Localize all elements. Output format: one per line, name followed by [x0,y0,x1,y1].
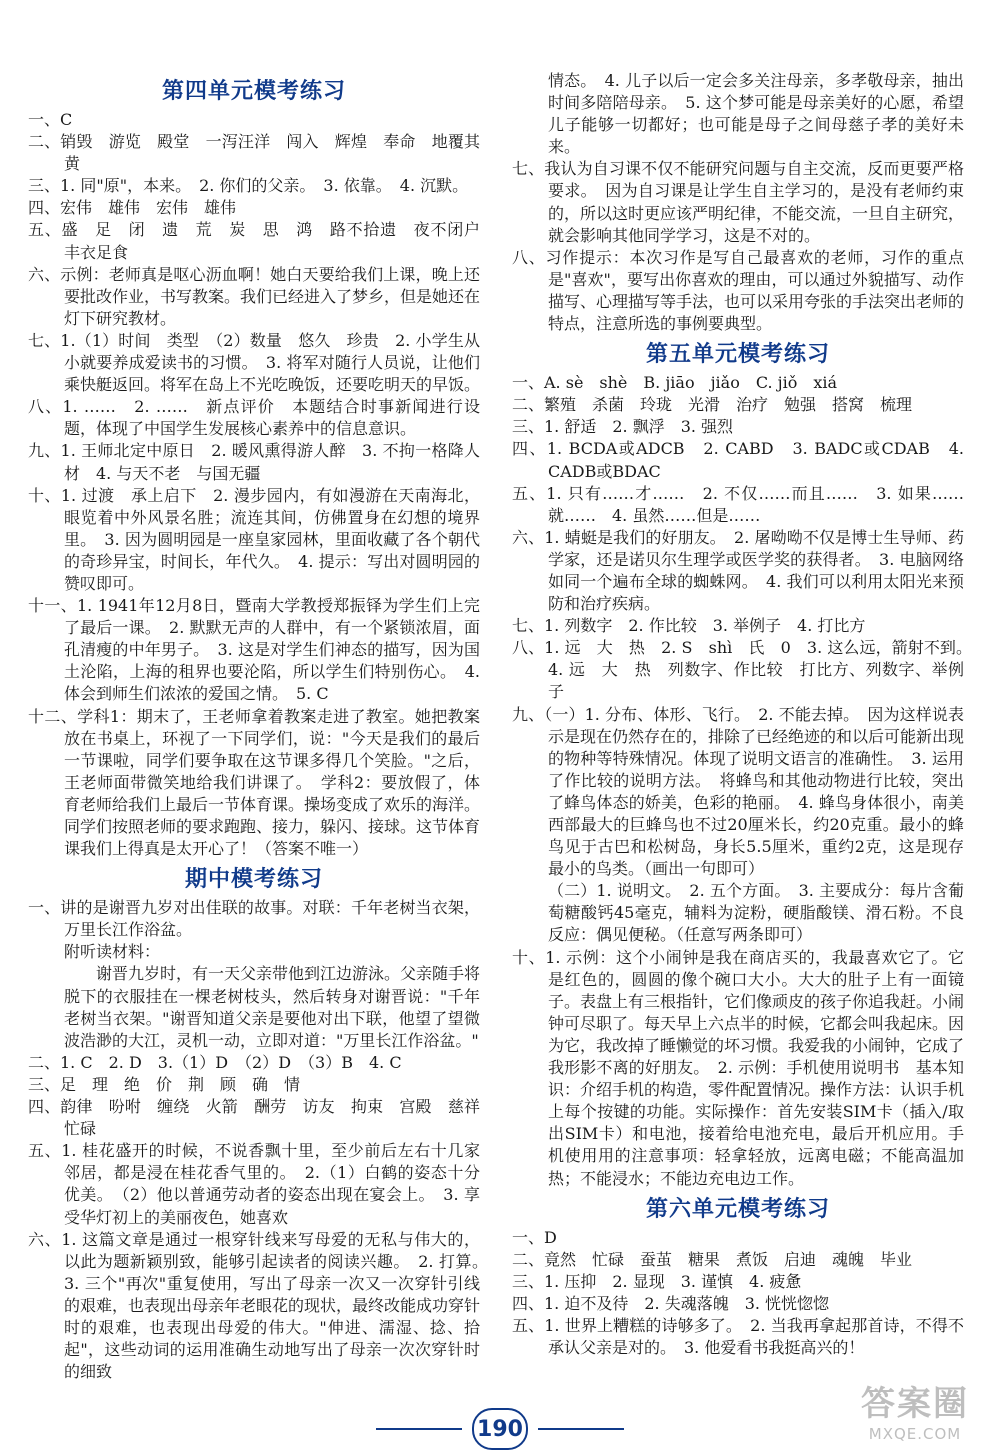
footer-rule-left [376,1428,462,1430]
answer-item: 一、D [512,1227,557,1247]
answer-item: 七、1.（1）时间 类型 （2）数量 悠久 珍贵 2. 小学生从小就要养成爱读书的习惯。 3. 将军对随行人员说，让他们乘快艇返回。将军在岛上不光吃晚饭，还要吃明天的早饭。 [28,330,481,395]
answer-item: 六、示例：老师真是呕心沥血啊！她白天要给我们上课，晚上还要批改作业，书写教案。我们已经进入了梦乡，但是她还在灯下研究教材。 [28,264,481,328]
answer-item: 情态。 4. 儿子以后一定会多关注母亲，多孝敬母亲，抽出时间多陪陪母亲。 5. 这个梦可能是母亲美好的心愿，希望儿子能够一切都好；也可能是母子之间母慈子孝的美好未来。 [548,71,964,157]
answer-item: 九、（一）1. 分布、体形、飞行。 2. 不能去掉。 因为这样说表示是现在仍然存在的，排除了已经绝迹的和以后可能新出现的物种等特殊情况。体现了说明文语言的准确性。 3. 运用了作比较的说明方法。 将蜂鸟和其他动物进行比较，突出了蜂鸟体态的娇美，色彩的艳丽。 4. 蜂鸟身体很小，南美西部最大的巨蜂鸟也不过20厘米长，约20克重。最小的蜂鸟见于古巴和松树岛，身长5.5厘米，重约2克，这是现存最小的鸟类。（画出一句即可） [512,704,965,879]
answer-item: 附听读材料： [64,942,161,962]
answer-item: 五、1. 桂花盛开的时候，不说香飘十里，至少前后左右十几家邻居，都是浸在桂花香气里的。 2.（1）白鹤的姿态十分优美。 （2）他以普通劳动者的姿态出现在宴会上。 3. 享受华灯初上的美丽夜色，她喜欢 [28,1141,480,1227]
answer-item: 十、1. 示例：这个小闹钟是我在商店买的，我最喜欢它了。它是红色的，圆圆的像个碗口大小。大大的肚子上有一面镜子。表盘上有三根指针，它们像顽皮的孩子你追我赶。小闹钟可尽职了。每天早上六点半的时候，它都会叫我起床。因为它，我改掉了睡懒觉的坏习惯。我爱我的小闹钟，它成了我形影不离的好朋友。 2. 示例：手机使用说明书 基本知识：介绍手机的构造，零件配置情况。操作方法：认识手机上每个按键的功能。实际操作：首先安装SIM卡（插入/取出SIM卡）和电池，接着给电池充电，最后开机应用。手机使用用的注意事项：轻拿轻放，远离电磁；不能高温加热；不能浸水；不能边充电边工作。 [512,947,965,1188]
listening-material: 谢晋九岁时，有一天父亲带他到江边游泳。父亲随手将脱下的衣服挂在一棵老树枝头，然后转身对谢晋说："千年老树当衣架。"谢晋知道父亲是要他对出下联，他望了望微波浩渺的大江，灵机一动，立即对道："万里长江作浴盆。" [64,964,481,1050]
answer-item: 三、1. 同"原"，本来。 2. 你们的父亲。 3. 依靠。 4. 沉默。 [28,176,469,196]
right-column [512,70,981,1359]
page-number: 190 [472,1408,528,1450]
answer-item: 一、A. sè shè B. jiāo jiǎo C. jiǒ xiá [512,373,838,393]
answer-item: 八、1. 远 大 热 2. S shì 氏 0 3. 这么远，箭射不到。 4. 远 大 热 列数字、作比较 打比方、列数字、举例子 [512,638,981,702]
answer-item: 二、销毁 游览 殿堂 一泻汪洋 闯入 辉煌 奉命 地覆其黄 [28,132,480,174]
answer-item: 六、1. 这篇文章是通过一根穿针线来写母爱的无私与伟大的，以此为题新颖别致，能够引起读者的阅读兴趣。 2. 打算。 3. 三个"再次"重复使用，写出了母亲一次又一次穿针引线的艰难，也表现出母亲年老眼花的现状，最终改能成功穿针时的艰难，也表现出母爱的伟大。"伸进、濡湿、捻、拾起"，这些动词的运用准确生动地写出了母亲一次次穿针时的细致 [28,1229,497,1382]
answer-item: 八、习作提示：本次习作是写自己最喜欢的老师，习作的重点是"喜欢"，要写出你喜欢的理由，可以通过外貌描写、动作描写、心理描写等手法，也可以采用夸张的手法突出老师的特点，注意所选的事例要典型。 [512,247,965,334]
answer-item: 二、竟然 忙碌 蚕茧 糖果 煮饭 启迪 魂魄 毕业 [512,1249,913,1269]
answer-item: 七、1. 列数字 2. 作比较 3. 举例子 4. 打比方 [512,616,866,636]
left-column [28,72,497,1383]
answer-item: 四、韵律 吩咐 缠绕 火箭 酬劳 访友 拘束 宫殿 慈祥 忙碌 [28,1097,497,1139]
answer-item: 十一、1. 1941年12月8日，暨南大学教授郑振铎为学生们上完了最后一课。 2. 默默无声的人群中，有一个紧锁浓眉，面孔清瘦的中年男子。 3. 这是对学生们神态的描写，因为国土沦陷，上海的租界也要沦陷，所以学生们特别伤心。 4. 体会到师生们浓浓的爱国之情。 5. C [28,596,480,704]
answer-item: 五、1. 只有……才…… 2. 不仅……而且…… 3. 如果……就…… 4. 虽然……但是…… [512,483,964,525]
answer-item: 四、1. 迫不及待 2. 失魂落魄 3. 恍恍惚惚 [512,1293,830,1313]
answer-item: 六、1. 蜻蜓是我们的好朋友。 2. 屠呦呦不仅是博士生导师、药学家，还是诺贝尔生理学或医学奖的获得者。 3. 电脑网络如同一个遍布全球的蜘蛛网。 4. 我们可以利用太阳光来预防和治疗疾病。 [512,527,964,614]
section-title-unit4: 第四单元模考练习 [161,79,346,104]
answer-item: 四、宏伟 雄伟 宏伟 雄伟 [28,198,237,218]
answer-item: 七、我认为自习课不仅不能研究问题与自主交流，反而更要严格要求。 因为自习课是让学生自主学习的，是没有老师约束的，所以这时更应该严明纪律，不能交流，一旦自主研究，就会影响其他同学学习，这是不对的。 [512,159,965,245]
answer-item: 三、足 理 绝 价 荆 顾 确 情 [28,1074,301,1094]
answer-item: 九、1. 王师北定中原日 2. 暖风熏得游人醉 3. 不拘一格降人材 4. 与天不老 与国无疆 [28,441,480,483]
answer-item: 五、盛 足 闭 遗 荒 炭 思 鸿 路不拾遗 夜不闭户 丰衣足食 [28,220,497,262]
answer-item: 十、1. 过渡 承上启下 2. 漫步园内，有如漫游在天南海北，眼览着中外风景名胜；流连其间，仿佛置身在幻想的境界里。 3. 因为圆明园是一座皇家园林，里面收藏了各个朝代的奇珍异宝，时间长，年代久。 4. 提示：写出对圆明园的赞叹即可。 [28,485,480,593]
section-title-unit6: 第六单元模考练习 [645,1196,830,1222]
answer-item: 十二、学科1：期末了，王老师拿着教案走进了教室。她把教案放在书桌上，环视了一下同学们，说："今天是我们的最后一节课啦，同学们要争取在这节课多得几个笑脸。"之后，王老师面带微笑地给我们讲课了。 学科2：要放假了，体育老师给我们上最后一节体育课。操场变成了欢乐的海洋。同学们按照老师的要求跑跑、接力，躲闪、接球。这节体育课我们上得真是太开心了！（答案不唯一） [28,706,481,859]
answer-item: 一、C [28,110,73,129]
answer-item: 二、繁殖 杀菌 玲珑 光滑 治疗 勉强 搭窝 梳理 [512,395,913,415]
watermark-domain: MXQE.COM [868,1425,962,1443]
section-title-unit5: 第五单元模考练习 [645,342,830,368]
watermark-title: 答案圈 [861,1384,969,1424]
section-title-midterm: 期中模考练习 [184,867,323,893]
answer-item: （二）1. 说明文。 2. 五个方面。 3. 主要成分：每片含葡萄糖酸钙45毫克，辅料为淀粉，硬脂酸镁、滑石粉。不良反应：偶见便秘。（任意写两条即可） [548,881,964,945]
answer-item: 四、1. BCDA或ADCB 2. CABD 3. BADC或CDAB 4. CADB或BDAC [512,439,964,481]
watermark-logo [840,1376,990,1443]
answer-item: 二、1. C 2. D 3.（1）D （2）D （3）B 4. C [28,1052,402,1072]
answer-item: 五、1. 世界上糟糕的诗够多了。 2. 当我再拿起那首诗，不得不承认父亲是对的。 3. 他爱看书我挺高兴的！ [512,1315,964,1358]
answer-item: 三、1. 压抑 2. 显现 3. 谨慎 4. 疲惫 [512,1271,802,1291]
answer-item: 三、1. 舒适 2. 飘浮 3. 强烈 [512,417,734,437]
answer-item: 八、1. …… 2. …… 新点评价 本题结合时事新闻进行设题，体现了中国学生发展核心素养中的信息意识。 [28,397,480,439]
footer-rule-right [538,1428,624,1430]
answer-item: 一、讲的是谢晋九岁对出佳联的故事。对联：千年老树当衣架，万里长江作浴盆。 [28,898,480,940]
